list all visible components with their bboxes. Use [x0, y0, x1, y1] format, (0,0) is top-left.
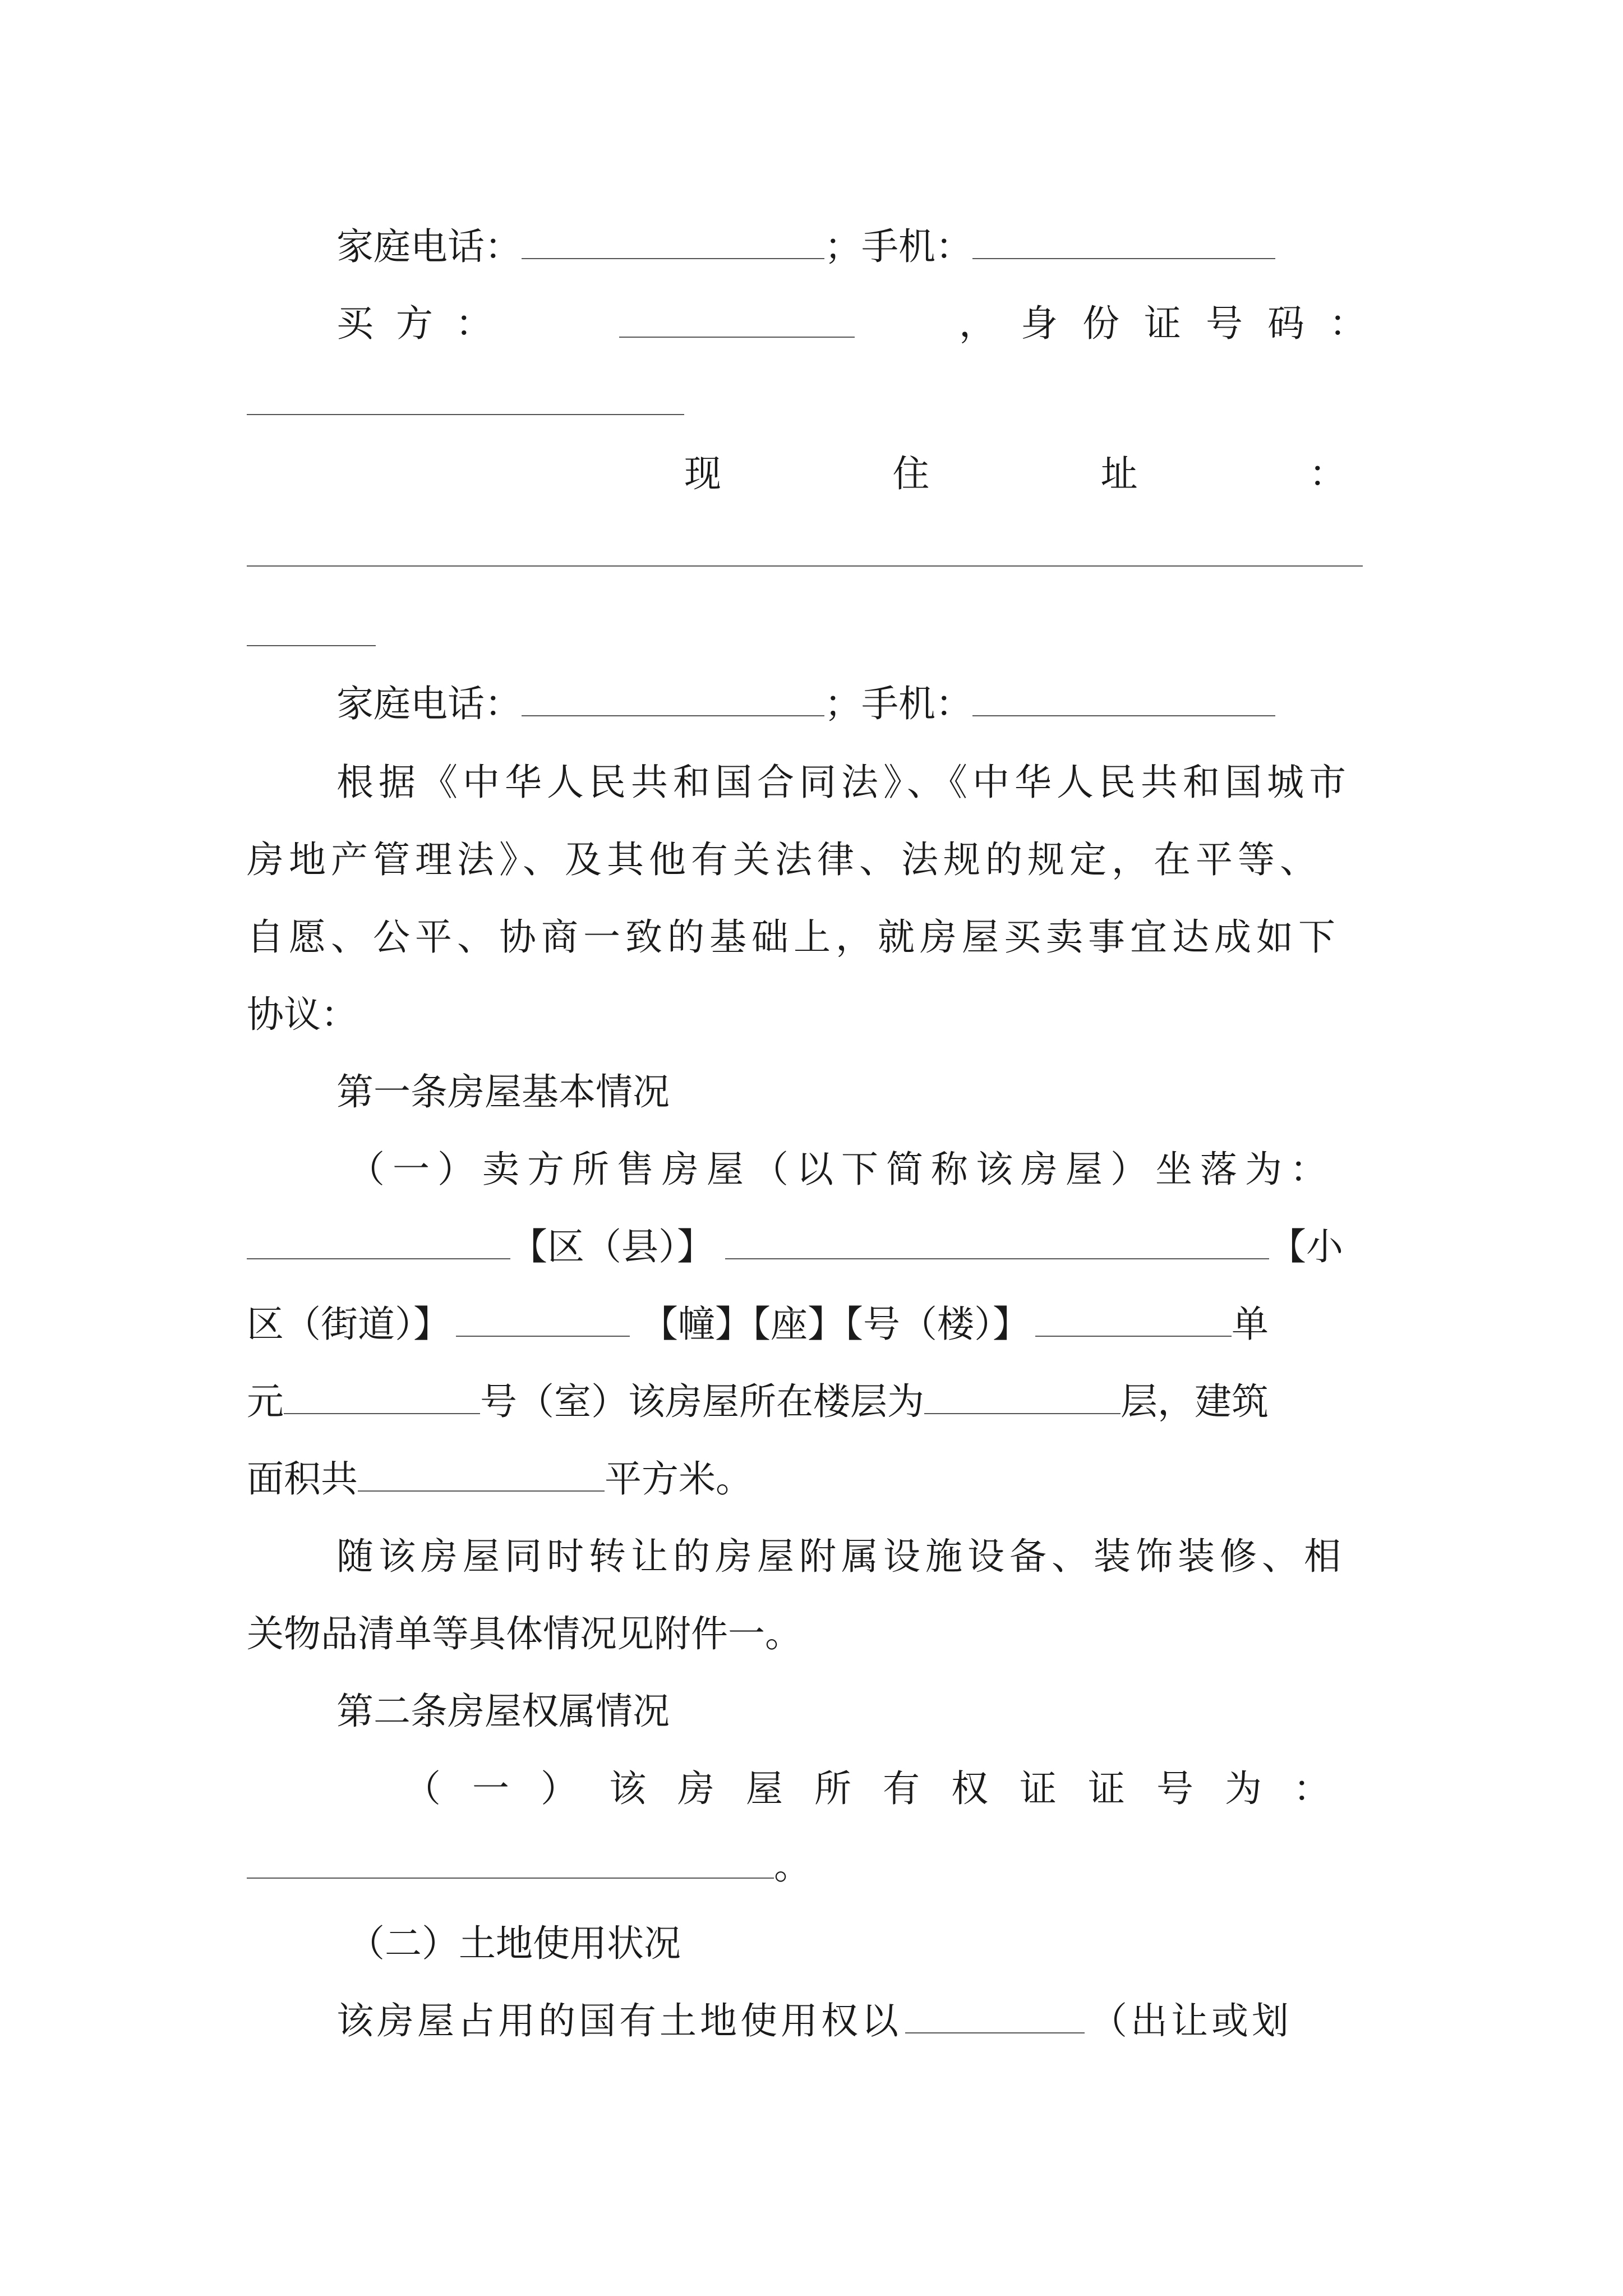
- article2-title: 第二条房屋权属情况: [336, 1690, 670, 1733]
- community-blank: [456, 1309, 630, 1337]
- certificate-number-blank: [247, 1851, 774, 1879]
- certificate-line: [247, 1835, 1391, 1897]
- article2-item1: （一）该房屋所有权证证号为：: [404, 1767, 1362, 1810]
- building-label: 【幢】【座】【号（楼）】: [641, 1303, 1030, 1346]
- land-method-blank: [905, 2005, 1085, 2033]
- para1-line3: 自愿、公平、协商一致的基础上，就房屋买卖事宜达成如下: [247, 915, 1340, 959]
- address-blank-continued: [247, 645, 376, 646]
- article2-item2: （二）土地使用状况: [348, 1922, 681, 1965]
- land-suffix: （出让或划: [1090, 1999, 1292, 2042]
- address-label-char: 住: [892, 452, 930, 495]
- home-phone-label: 家庭电话：: [336, 225, 522, 268]
- unit-blank: [284, 1386, 480, 1414]
- unit-label-a: 单: [1232, 1303, 1269, 1346]
- location-line2: [247, 1294, 1391, 1355]
- address-label-char: 现: [684, 452, 721, 495]
- buyer-home-phone-blank: [522, 688, 824, 716]
- community-label-a: 【小: [1269, 1225, 1343, 1268]
- room-label: 号（室）该房屋所在楼层为: [480, 1380, 924, 1423]
- para1-line1: 根据《中华人民共和国合同法》、《中华人民共和国城市: [336, 761, 1351, 804]
- address-label: [684, 443, 1346, 505]
- certificate-end: 。: [774, 1844, 811, 1888]
- seller-phone-line: [336, 216, 1391, 278]
- article1-title: 第一条房屋基本情况: [336, 1070, 670, 1114]
- buyer-phone-line: [336, 673, 1391, 735]
- address-line: [684, 443, 1346, 505]
- city-blank: [247, 1231, 510, 1259]
- buyer-label: 买方：: [336, 302, 515, 345]
- para1-line2: 房地产管理法》、及其他有关法律、法规的规定，在平等、: [247, 838, 1322, 881]
- home-phone-blank: [522, 231, 824, 259]
- area-suffix: 平方米。: [605, 1457, 753, 1501]
- floor-label: 层，建筑: [1121, 1380, 1269, 1423]
- building-blank: [1035, 1309, 1232, 1337]
- article1-item1: （一）卖方所售房屋（以下简称该房屋）坐落为：: [348, 1148, 1335, 1191]
- buyer-id-label: ，身份证号码：: [959, 302, 1391, 345]
- buyer-line: [336, 293, 1391, 355]
- address-blank: [247, 565, 1363, 567]
- location-line3: [247, 1371, 1391, 1433]
- district-label: 【区（县）】: [510, 1225, 714, 1268]
- land-prefix: 该房屋占用的国有土地使用权以: [336, 1999, 902, 2042]
- unit-label-b: 元: [247, 1380, 284, 1423]
- district-blank: [725, 1231, 1269, 1259]
- area-line: [247, 1448, 1391, 1510]
- location-line1: [247, 1216, 1391, 1278]
- para1-line4: 协议：: [247, 993, 358, 1036]
- mobile-blank: [972, 231, 1275, 259]
- floor-blank: [924, 1386, 1121, 1414]
- community-label-b: 区（街道）】: [247, 1303, 450, 1346]
- address-label-char: 址: [1100, 452, 1138, 495]
- buyer-name-blank: [619, 310, 855, 338]
- para2-line2: 关物品清单等具体情况见附件一。: [247, 1612, 802, 1655]
- land-line: [336, 1990, 1391, 2052]
- buyer-mobile-blank: [972, 688, 1275, 716]
- para2-line1: 随该房屋同时转让的房屋附属设施设备、装饰装修、相: [336, 1535, 1346, 1578]
- buyer-home-phone-label: 家庭电话：: [336, 682, 522, 725]
- area-blank: [358, 1464, 605, 1492]
- buyer-id-blank: [247, 414, 684, 415]
- mobile-label: ；手机：: [824, 225, 972, 268]
- area-prefix: 面积共: [247, 1457, 358, 1501]
- buyer-mobile-label: ；手机：: [824, 682, 972, 725]
- address-label-char: ：: [1308, 452, 1346, 495]
